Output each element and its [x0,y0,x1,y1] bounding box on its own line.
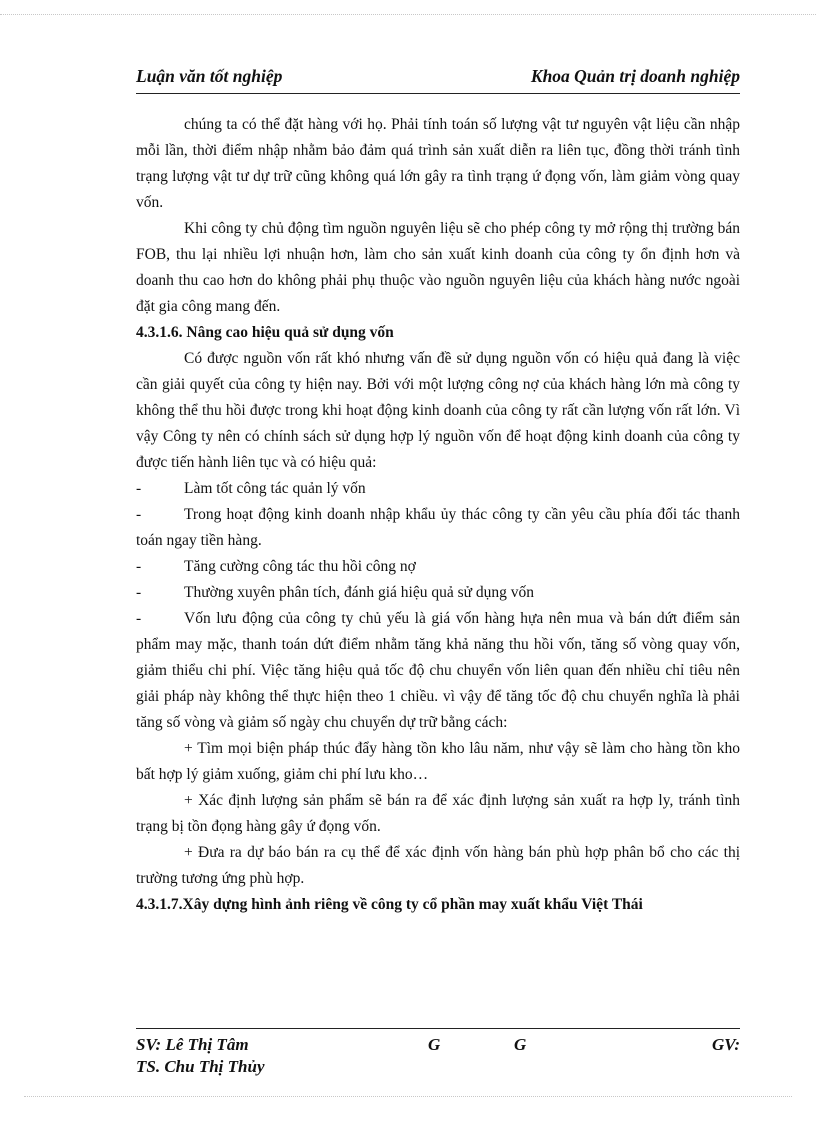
bullet-item [136,606,740,736]
plus-item: + Tìm mọi biện pháp thúc đẩy hàng tồn kho lâu năm, như vậy sẽ làm cho hàng tồn kho bất hợp lý giảm xuống, giảm chi phí lưu kho… [136,740,740,783]
paragraph-capital-usage: Có được nguồn vốn rất khó nhưng vấn đề sử dụng nguồn vốn có hiệu quả đang là việc cần giải quyết của công ty hiện nay. Bởi với một lượng công nợ của khách hàng lớn mà công ty không thể thu hồi được trong khi hoạt động kinh doanh của công ty rất cần lượng vốn rất lớn. Vì vậy Công ty nên có chính sách sử dụng hợp lý nguồn vốn để hoạt động kinh doanh của công ty được tiến hành liên tục và có hiệu quả: [136,350,740,471]
bullet-text: Thường xuyên phân tích, đánh giá hiệu quả sử dụng vốn [184,584,535,601]
footer-g-mark: G [514,1035,527,1054]
bullet-dash: - [136,506,142,523]
paragraph-sourcing: Khi công ty chủ động tìm nguồn nguyên liệu sẽ cho phép công ty mở rộng thị trường bán FOB, thu lại nhiều lợi nhuận hơn, làm cho sản xuất kinh doanh của công ty ổn định hơn và doanh thu cao hơn do không phải phụ thuộc vào nguồn nguyên liệu của khách hàng nước ngoài đặt gia công mang đến. [136,220,740,315]
plus-item: + Đưa ra dự báo bán ra cụ thể để xác định vốn hàng bán phù hợp phân bổ cho các thị trường tương ứng phù hợp. [136,844,740,887]
page-edge-bottom [24,1096,792,1097]
page-header [136,66,740,90]
bullet-text: Làm tốt công tác quản lý vốn [184,480,366,497]
bullet-dash: - [136,584,142,601]
footer-supervisor-name: TS. Chu Thị Thủy [136,1057,265,1076]
paragraph-continued: chúng ta có thể đặt hàng với họ. Phải tính toán số lượng vật tư nguyên vật liệu cần nhập mỗi lần, thời điểm nhập nhằm bảo đảm quá trình sản xuất diễn ra liên tục, đồng thời tránh tình trạng lượng vật tư dự trữ cũng không quá lớn gây ra tình trạng ứ đọng vốn, làm giảm vòng quay vốn. [136,116,740,211]
header-thesis-title: Luận văn tốt nghiệp [136,66,283,86]
header-divider [136,93,740,94]
plus-item: + Xác định lượng sản phẩm sẽ bán ra để xác định lượng sản xuất ra hợp ly, tránh tình trạng bị tồn đọng hàng gây ứ đọng vốn. [136,792,740,835]
bullet-text: Trong hoạt động kinh doanh nhập khẩu ủy thác công ty cần yêu cầu phía đối tác thanh toán ngay tiền hàng. [136,506,740,549]
page-body [136,112,740,918]
footer-g-mark: G [428,1035,441,1054]
section-heading-4-3-1-6: 4.3.1.6. Nâng cao hiệu quả sử dụng vốn [136,324,394,341]
footer-divider [136,1028,740,1029]
bullet-item [136,476,740,502]
bullet-dash: - [136,558,142,575]
bullet-text: Tăng cường công tác thu hồi công nợ [184,558,416,575]
bullet-dash: - [136,480,142,497]
footer-supervisor-label: GV: [711,1035,740,1054]
bullet-item [136,554,740,580]
section-heading-4-3-1-7: 4.3.1.7.Xây dựng hình ảnh riêng về công ty cổ phần may xuất khẩu Việt Thái [136,896,643,913]
bullet-dash: - [136,610,142,627]
footer-student: SV: Lê Thị Tâm [136,1035,249,1054]
bullet-item [136,502,740,554]
page-edge-top [0,14,816,15]
bullet-item [136,580,740,606]
bullet-text: Vốn lưu động của công ty chủ yếu là giá vốn hàng hựa nên mua và bán dứt điểm sản phẩm may mặc, thanh toán dứt điểm nhằm tăng khả năng thu hồi vốn, tăng số vòng quay vốn, giảm thiểu chi phí. Việc tăng hiệu quả tốc độ chu chuyển vốn liên quan đến nhiều chỉ tiêu nên giải pháp này không thể thực hiện theo 1 chiều. vì vậy để tăng tốc độ chu chuyển nghĩa là phải tăng số vòng và giảm số ngày chu chuyển dự trữ bằng cách: [136,610,740,731]
header-faculty: Khoa Quản trị doanh nghiệp [530,66,740,86]
